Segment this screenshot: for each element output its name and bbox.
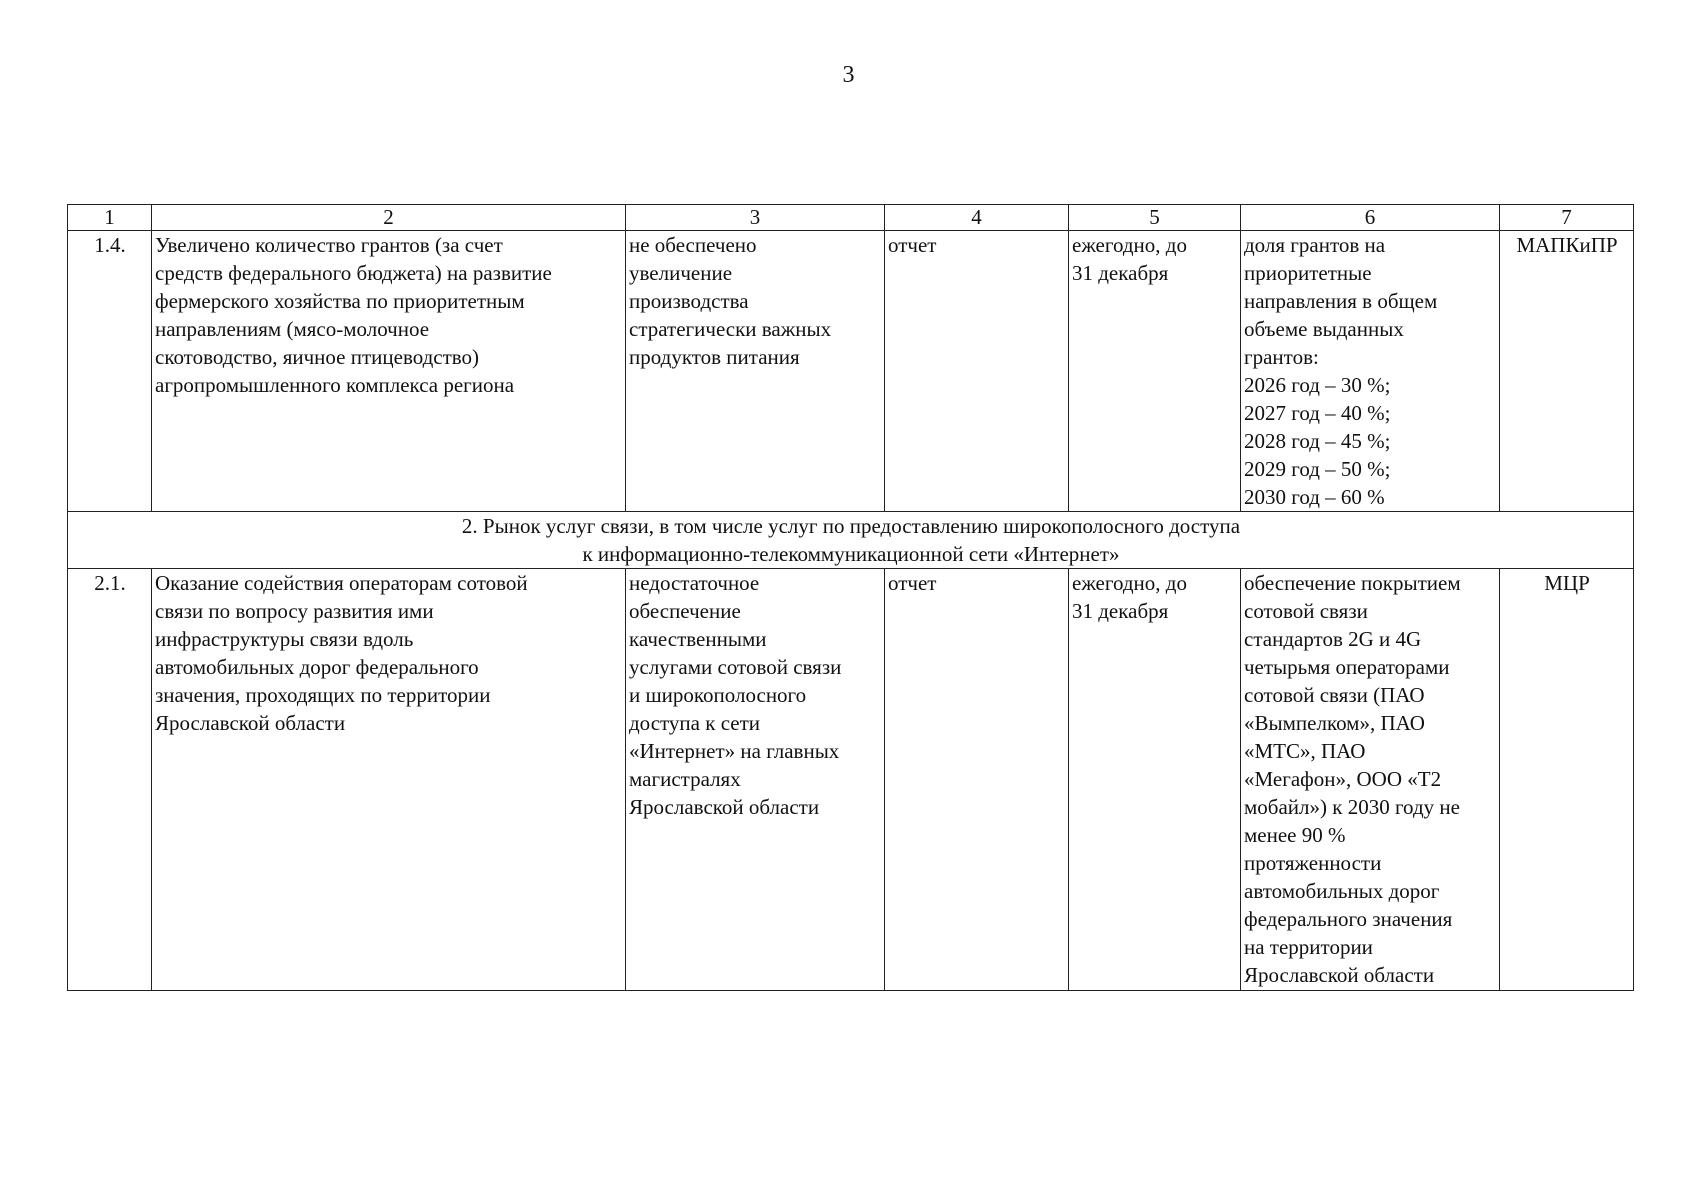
executor-cell: МЦР (1500, 569, 1634, 991)
header-cell: 2 (152, 205, 626, 231)
page-number: 3 (842, 62, 855, 88)
event-cell: Увеличено количество грантов (за счет средств федерального бюджета) на развитие фермерского хозяйства по приоритетным направлениям (мясо-молочное скотоводство, яичное птицеводство) агропромышленного комплекса региона (152, 231, 626, 512)
header-cell: 6 (1241, 205, 1500, 231)
problem-cell: не обеспечено увеличение производства стратегически важных продуктов питания (626, 231, 885, 512)
table-row (68, 231, 1634, 512)
indicator-cell: обеспечение покрытием сотовой связи стандартов 2G и 4G четырьмя операторами сотовой связи (ПАО «Вымпелком», ПАО «МТС», ПАО «Мегафон», ООО «Т2 мобайл») к 2030 году не менее 90 % протяженности автомобильных дорог федерального значения на территории Ярославской области (1241, 569, 1500, 991)
header-cell: 4 (885, 205, 1069, 231)
table-row (68, 569, 1634, 991)
problem-cell: недостаточное обеспечение качественными услугами сотовой связи и широкополосного доступа к сети «Интернет» на главных магистралях Ярославской области (626, 569, 885, 991)
header-cell: 1 (68, 205, 152, 231)
row-number: 2.1. (68, 569, 152, 991)
deadline-cell: ежегодно, до 31 декабря (1069, 569, 1241, 991)
measures-table (67, 204, 1634, 991)
table-header-row (68, 205, 1634, 231)
header-cell: 5 (1069, 205, 1241, 231)
section-row (68, 512, 1634, 569)
event-cell: Оказание содействия операторам сотовой связи по вопросу развития ими инфраструктуры связи вдоль автомобильных дорог федерального значения, проходящих по территории Ярославской области (152, 569, 626, 991)
header-cell: 3 (626, 205, 885, 231)
document-cell: отчет (885, 231, 1069, 512)
row-number: 1.4. (68, 231, 152, 512)
executor-cell: МАПКиПР (1500, 231, 1634, 512)
document-cell: отчет (885, 569, 1069, 991)
deadline-cell: ежегодно, до 31 декабря (1069, 231, 1241, 512)
section-title: 2. Рынок услуг связи, в том числе услуг по предоставлению широкополосного доступа к информационно-телекоммуникационной сети «Интернет» (68, 512, 1634, 569)
header-cell: 7 (1500, 205, 1634, 231)
indicator-cell: доля грантов на приоритетные направления в общем объеме выданных грантов: 2026 год – 30 %; 2027 год – 40 %; 2028 год – 45 %; 2029 год – 50 %; 2030 год – 60 % (1241, 231, 1500, 512)
